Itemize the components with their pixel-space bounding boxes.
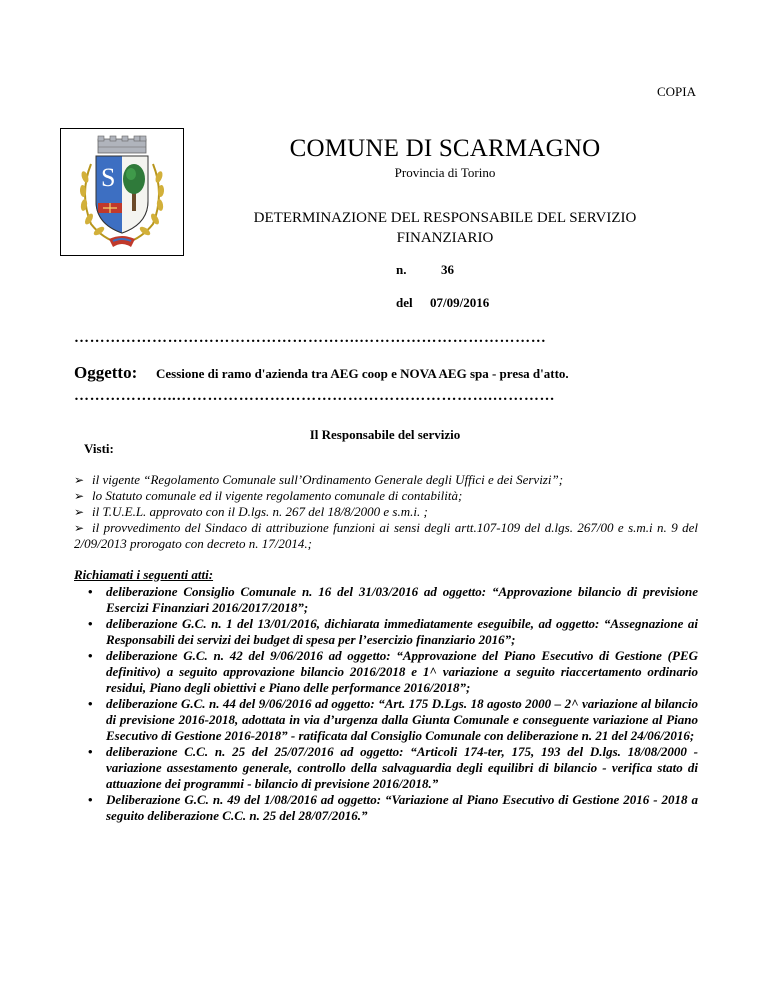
shield-letter: S: [101, 163, 116, 192]
bullet-icon: •: [88, 696, 93, 711]
bullet-icon: •: [88, 584, 93, 599]
bullet-icon: •: [88, 616, 93, 631]
arrow-bullet-icon: ➢: [74, 473, 85, 487]
bullet-icon: •: [88, 744, 93, 759]
list-item: • deliberazione G.C. n. 42 del 9/06/2016 ad oggetto: “Approvazione del Piano Esecutivo di Gestione (PEG definitivo) a seguito approvazione bilancio 2016/2018 e 1^ variazione a seguito riaccertamento ordinario residui, Piano degli obiettivi e Piano delle performance 2016/2018”;: [88, 648, 698, 695]
determination-title: [200, 208, 690, 248]
list-item: • deliberazione C.C. n. 25 del 25/07/2016 ad oggetto: “Articoli 174-ter, 175, 193 del D.lgs. 18/08/2000 - variazione assestamento generale, controllo della salvaguardia degli equilibri di bilancio - verifica stato di attuazione dei programmi - bilancio di previsione 2016/2018.”: [88, 744, 698, 791]
subject-label: Oggetto:: [74, 363, 138, 382]
list-item: • deliberazione Consiglio Comunale n. 16 del 31/03/2016 ad oggetto: “Approvazione bilancio di previsione Esercizi Finanziari 2016/2017/2018”;: [88, 584, 698, 615]
bullet-icon: •: [88, 792, 93, 807]
list-item: ➢ lo Statuto comunale ed il vigente regolamento comunale di contabilità;: [74, 488, 463, 503]
coat-of-arms-icon: [61, 129, 183, 255]
number-value: 36: [441, 262, 454, 277]
arrow-bullet-icon: ➢: [74, 521, 85, 535]
list-item: ➢ il vigente “Regolamento Comunale sull’Ordinamento Generale degli Uffici e dei Servizi”;: [74, 472, 564, 487]
date-label: del: [396, 295, 413, 310]
determination-title-line2: FINANZIARIO: [396, 230, 494, 246]
municipality-title: COMUNE DI SCARMAGNO: [289, 135, 601, 162]
determination-title-line1: DETERMINAZIONE DEL RESPONSABILE DEL SERVIZIO: [253, 210, 637, 226]
richiamati-list: [88, 584, 698, 824]
responsible-heading: Il Responsabile del servizio: [309, 427, 461, 442]
subject-text: Cessione di ramo d'azienda tra AEG coop e NOVA AEG spa - presa d'atto.: [156, 366, 569, 381]
visti-label: Visti:: [84, 441, 114, 456]
list-item: • Deliberazione G.C. n. 49 del 1/08/2016 ad oggetto: “Variazione al Piano Esecutivo di Gestione 2016 - 2018 a seguito deliberazione C.C. n. 25 del 28/07/2016.”: [88, 792, 698, 823]
province-label: Provincia di Torino: [394, 165, 496, 180]
richiamati-heading: Richiamati i seguenti atti:: [74, 567, 214, 582]
date-value: 07/09/2016: [430, 295, 490, 310]
copy-tag: COPIA: [656, 84, 696, 99]
bullet-icon: •: [88, 648, 93, 663]
visti-list: [74, 472, 698, 552]
list-item: • deliberazione G.C. n. 44 del 9/06/2016 ad oggetto: “Art. 175 D.Lgs. 18 agosto 2000 – 2^ variazione al bilancio di previsione 2016-2018, adottata in via d’urgenza dalla Giunta Comunale e conseguente variazione al Piano Esecutivo di Gestione 2016-2018” - ratificata dal Consiglio Comunale con deliberazione n. 21 del 24/06/2016;: [88, 696, 698, 743]
arrow-bullet-icon: ➢: [74, 505, 85, 519]
separator-bottom: ………………..…………………………………………………….…………: [74, 388, 556, 404]
municipal-crest: [60, 128, 184, 256]
separator-top: ……………………………………………….………………………………: [74, 330, 547, 346]
list-item: ➢ il provvedimento del Sindaco di attribuzione funzioni ai sensi degli artt.107-109 del d.lgs. 267/00 e s.m.i n. 9 del 2/09/2013 prorogato con decreto n. 17/2014.;: [74, 520, 698, 551]
list-item: ➢ il T.U.E.L. approvato con il D.lgs. n. 267 del 18/8/2000 e s.m.i. ;: [74, 504, 428, 519]
number-label: n.: [396, 262, 407, 277]
arrow-bullet-icon: ➢: [74, 489, 85, 503]
list-item: • deliberazione G.C. n. 1 del 13/01/2016, dichiarata immediatamente eseguibile, ad oggetto: “Assegnazione ai Responsabili dei servizi dei budget di spesa per l’esercizio finanziario 2016”;: [88, 616, 698, 647]
